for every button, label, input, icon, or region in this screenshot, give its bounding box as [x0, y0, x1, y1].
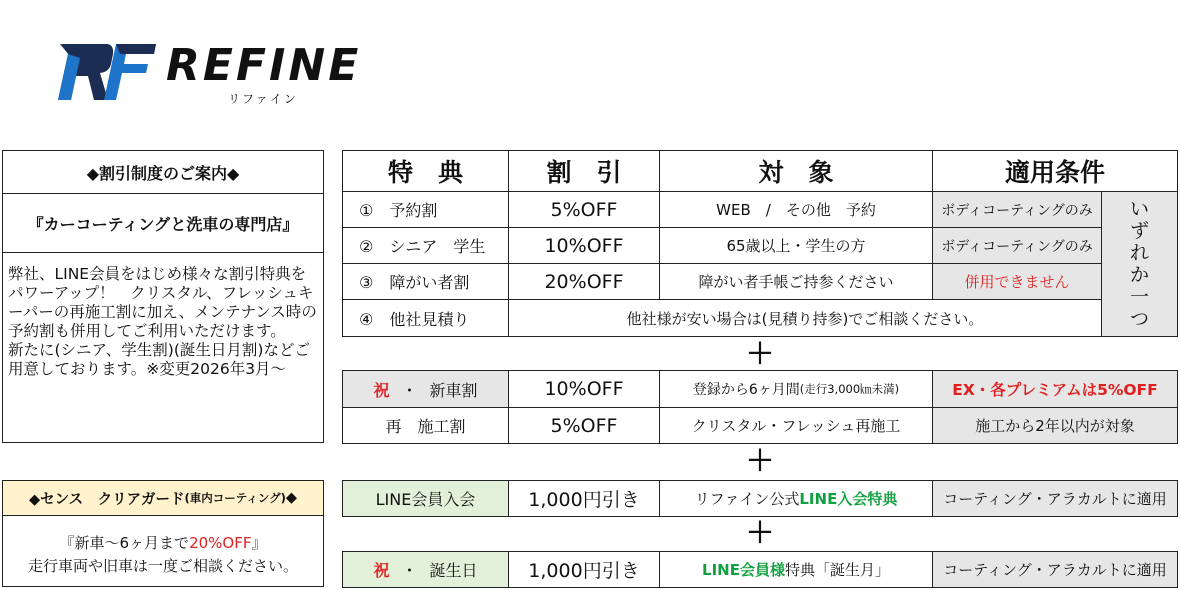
- side-note-char: い: [1129, 198, 1149, 220]
- clear-guard-line1-a: 『新車～6ヶ月まで: [59, 534, 190, 552]
- header-discount: 割 引: [508, 150, 660, 192]
- newcar-target-note: (走行3,000㎞未満): [799, 382, 900, 396]
- line-join-discount: 1,000円引き: [508, 480, 660, 517]
- plus-sign: ＋: [745, 444, 774, 477]
- side-note-char: ず: [1129, 220, 1149, 242]
- discount-info-panel: [2, 150, 372, 443]
- birthday-separator: ・: [401, 561, 418, 580]
- line-join-target-highlight: LINE入会特典: [799, 490, 898, 508]
- plus-sign: ＋: [745, 516, 774, 549]
- birthday-label: 誕生日: [429, 561, 478, 580]
- newcar-separator: ・: [401, 380, 418, 400]
- clear-guard-title-end: ◆: [285, 490, 298, 506]
- plus-sign: ＋: [745, 337, 774, 370]
- header-target: 対 象: [659, 150, 933, 192]
- side-note-char: か: [1129, 264, 1149, 286]
- row1-condition: ボディコーティングのみ: [932, 191, 1102, 228]
- row3-discount: 20%OFF: [508, 263, 660, 300]
- brand-kana: リファイン: [228, 92, 298, 106]
- birthday-target-b: 特典「誕生月」: [784, 561, 890, 579]
- birthday-target-highlight: LINE会員様: [702, 561, 785, 579]
- newcar-target: [659, 370, 933, 408]
- reapply-condition: 施工から2年以内が対象: [932, 407, 1178, 444]
- side-note-any-one: [1101, 191, 1178, 337]
- row2-target: 65歳以上・学生の方: [659, 227, 933, 264]
- brand-logo: [58, 40, 388, 110]
- birthday-target: [659, 551, 933, 588]
- brand-name: REFINE: [166, 40, 362, 91]
- clear-guard-line2: 走行車両や旧車は一度ご相談ください。: [27, 557, 298, 575]
- rf-logo-mark: [58, 40, 158, 106]
- newcar-celebration: 祝: [373, 380, 390, 400]
- newcar-target-main: 登録から6ヶ月間: [692, 382, 800, 398]
- newcar-discount: 10%OFF: [508, 370, 660, 408]
- row2-discount: 10%OFF: [508, 227, 660, 264]
- clear-guard-panel: [2, 480, 324, 587]
- clear-guard-title-main: ◆センス クリアガード: [28, 491, 185, 508]
- line-join-benefit: LINE会員入会: [342, 480, 509, 517]
- row1-benefit: ① 予約割: [342, 191, 509, 228]
- reapply-benefit: 再 施工割: [342, 407, 509, 444]
- row1-discount: 5%OFF: [508, 191, 660, 228]
- row1-target: WEB / その他 予約: [659, 191, 933, 228]
- birthday-benefit: [342, 551, 509, 588]
- row2-benefit: ② シニア 学生: [342, 227, 509, 264]
- row3-target: 障がい者手帳ご持参ください: [659, 263, 933, 300]
- side-note-char: れ: [1129, 242, 1149, 264]
- row4-target: 他社様が安い場合は(見積り持参)でご相談ください。: [508, 299, 1102, 337]
- newcar-benefit: [342, 370, 509, 408]
- clear-guard-title-small: (車内コーティング): [184, 491, 286, 505]
- info-panel-body: 弊社、LINE会員をはじめ様々な割引特典をパワーアップ！ クリスタル、フレッシュキーパーの再施工割に加え、メンテナンス時の予約割も併用してご利用いただけます。 新たに(シニア、学生割)(誕生日月割)などご用意しております。※変更2026年3月～: [8, 265, 372, 378]
- side-note-char: つ: [1129, 308, 1149, 330]
- clear-guard-line1-b: 』: [251, 534, 267, 552]
- info-panel-subtitle: 『カーコーティングと洗車の専門店』: [3, 194, 323, 253]
- row3-benefit: ③ 障がい者割: [342, 263, 509, 300]
- line-join-target-a: リファイン公式: [694, 490, 800, 508]
- row2-condition: ボディコーティングのみ: [932, 227, 1102, 264]
- line-join-target: [659, 480, 933, 517]
- clear-guard-offer: 20%OFF: [189, 534, 252, 552]
- clear-guard-title: [3, 481, 323, 516]
- info-panel-title: ◆割引制度のご案内◆: [3, 151, 323, 194]
- birthday-condition: コーティング・アラカルトに適用: [932, 551, 1178, 588]
- birthday-discount: 1,000円引き: [508, 551, 660, 588]
- side-note-char: 一: [1129, 286, 1149, 308]
- header-benefit: 特 典: [342, 150, 509, 192]
- newcar-label: 新車割: [429, 380, 478, 400]
- clear-guard-line1: [3, 532, 323, 553]
- reapply-target: クリスタル・フレッシュ再施工: [659, 407, 933, 444]
- header-condition: 適用条件: [932, 150, 1178, 192]
- line-join-condition: コーティング・アラカルトに適用: [932, 480, 1178, 517]
- reapply-discount: 5%OFF: [508, 407, 660, 444]
- birthday-celebration: 祝: [373, 561, 390, 580]
- newcar-condition: EX・各プレミアムは5%OFF: [932, 370, 1178, 408]
- row4-benefit: ④ 他社見積り: [342, 299, 509, 337]
- row3-condition: 併用できません: [932, 263, 1102, 300]
